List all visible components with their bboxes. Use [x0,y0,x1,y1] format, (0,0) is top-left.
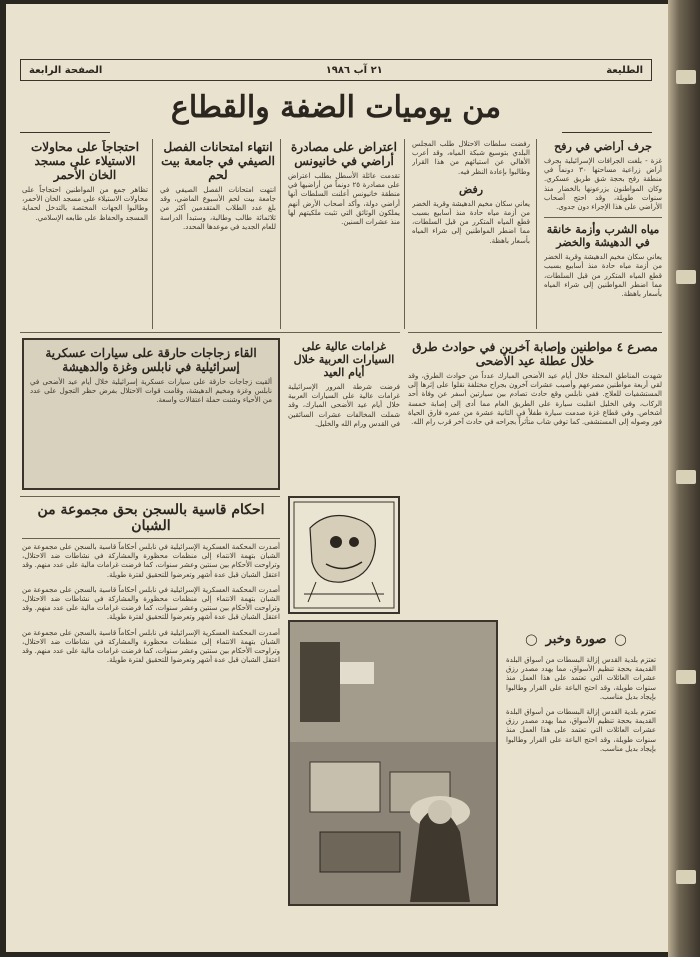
article-body: شهدت المناطق المحتلة خلال أيام عيد الأضحى المبارك عدداً من حوادث الطرق، وقد لقي أربعة مواطنين مصرعهم وأصيب عشرات آخرون بجراح مختلفة نقلوا على إثرها إلى المستشفيات للعلاج. ففي نابلس وقع حادث تصادم بين سيارتين أسفر عن وفاة أحد الركاب، وفي الخليل انقلبت سيارة على الطريق العام مما أدى إلى إصابة خمسة أشخاص. وفي قطاع غزة صدمت سيارة طفلاً في الثانية عشرة من عمره فارق الحياة فور وصوله إلى المستشفى. كما توفي شاب متأثراً بجراحه في حادث آخر قرب رام الله. [408,372,662,427]
article-car-fines [288,340,400,490]
article-col-1 [544,140,662,330]
headline: اعتراض على مصادرة أراضي في خانيونس [291,140,397,168]
headline: احكام قاسية بالسجن بحق مجموعة من الشبان [37,502,265,534]
article-body: تظاهر جمع من المواطنين احتجاجاً على محاولات الاستيلاء على مسجد الخان الأحمر، وطالبوا الجهات المختصة بالتدخل لحماية المسجد والحفاظ على طابعه الإسلامي. [22,186,148,222]
caption-title-text: صورة وخبر [545,631,607,647]
bullet-icon: ◯ [525,632,538,646]
article-col-3 [288,140,400,330]
article-body: أصدرت المحكمة العسكرية الإسرائيلية في نابلس أحكاماً قاسية بالسجن على مجموعة من الشبان بتهمة الانتماء إلى منظمات محظورة والمشاركة في نشاطات ضد الاحتلال، وتراوحت الأحكام بين سنتين وعشر سنوات، كما فرضت غرامات مالية على عدد منهم. وقد اعتقل الشبان قبل عدة أشهر وتعرضوا للتحقيق لفترة طويلة. [22,628,280,665]
bound-volume-spine [668,0,700,957]
headline: مصرع ٤ مواطنين وإصابة آخرين في حوادث طرق خلال عطلة عيد الأضحى [412,340,658,368]
article-body: يعاني سكان مخيم الدهيشة وقرية الخضر من أزمة مياه حادة منذ أسابيع بسبب قطع المياه المتكرر من قبل السلطات، مما اضطر المواطنين إلى شراء المياه بأسعار باهظة. [412,199,530,245]
article-harsh-sentences [22,502,280,942]
article-body: غزة - بلغت الجرافات الإسرائيلية بجرف أراض زراعية مساحتها ٣٠ دونماً في منطقة رفح بحجة شق طريق عسكري. وكان المواطنون يزرعونها بالخضار منذ سنوات طويلة، وقد احتج أصحاب الأراضي على هذا الإجراء دون جدوى. [544,157,662,212]
column-rule [152,139,153,329]
photo-caption-body [506,656,656,906]
article-body: أصدرت المحكمة العسكرية الإسرائيلية في نابلس أحكاماً قاسية بالسجن على مجموعة من الشبان بتهمة الانتماء إلى منظمات محظورة والمشاركة في نشاطات ضد الاحتلال، وتراوحت الأحكام بين سنتين وعشر سنوات، كما فرضت غرامات مالية على عدد منهم. وقد اعتقل الشبان قبل عدة أشهر وتعرضوا للتحقيق لفترة طويلة. [22,585,280,622]
article-body: يعاني سكان مخيم الدهيشة وقرية الخضر من أزمة مياه حادة منذ أسابيع بسبب قطع المياه المتكرر من قبل السلطات، مما اضطر المواطنين إلى شراء المياه بأسعار باهظة. [544,253,662,299]
column-rule [404,139,405,329]
column-rule [280,139,281,329]
news-photo [288,620,498,906]
headline: القاء زجاجات حارقة على سيارات عسكرية إسرائيلية في نابلس وغزة والدهيشة [45,346,257,374]
article-body: تقدمت عائلة الأسطل بطلب اعتراض على مصادرة ٢٥ دونماً من أراضيها في منطقة خانيونس أعلنت السلطات أنها أراضي دولة، وأكد أصحاب الأرض أنهم يملكون الوثائق التي تثبت ملكيتهم لها منذ عشرات السنين. [288,172,400,227]
article-traffic-deaths [408,340,662,610]
page-label: الصفحة الرابعة [29,64,103,76]
section-rule [408,332,662,333]
boxed-article-molotov [22,338,280,490]
article-body: تعتزم بلدية القدس إزالة البسطات من أسواق البلدة القديمة بحجة تنظيم الأسواق، مما يهدد مصدر رزق عشرات العائلات التي تعتمد على هذا العمل منذ سنوات طويلة، وقد احتج الباعة على القرار وطالبوا بإيجاد بديل مناسب. [506,656,656,701]
page-header-bar [20,59,652,81]
cartoon-illustration [288,496,400,614]
headline: جرف أراضي في رفح [554,140,652,153]
photo-caption-title [506,626,646,652]
article-col-2 [412,140,530,330]
masthead-rule-right [20,132,110,133]
section-masthead: من يوميات الضفة والقطاع [170,90,502,125]
newspaper-page [6,4,668,952]
newspaper-name: الطليعة [606,64,643,76]
column-rule [536,139,537,329]
article-col-5 [22,140,148,330]
headline: رفض [458,182,484,196]
article-body: ألقيت زجاجات حارقة على سيارات عسكرية إسرائيلية خلال أيام عيد الأضحى في نابلس وغزة ومخيم الدهيشة، وقامت قوات الاحتلال بفرض حظر التجول على عدد من الأحياء وشنت حملة اعتقالات واسعة. [30,378,272,405]
headline: مياه الشرب وأزمة خانقة في الدهيشة والخضر [546,223,660,250]
bullet-icon: ◯ [614,632,627,646]
headline: انتهاء امتحانات الفصل الصيفي في جامعة بيت لحم [161,140,275,182]
article-body: فرضت شرطة المرور الإسرائيلية غرامات عالية على السيارات العربية خلال أيام عيد الأضحى المبارك، وقد شملت المخالفات عشرات السائقين في القدس ورام الله والخليل. [288,383,400,428]
article-body: انتهت امتحانات الفصل الصيفي في جامعة بيت لحم الأسبوع الماضي، وقد بلغ عدد الطلاب المتقدمين أكثر من ثلاثمائة طالب وطالبة، وستبدأ الدراسة للعام الجديد في موعدها المحدد. [160,186,276,231]
article-col-4 [160,140,276,330]
article-body: تعتزم بلدية القدس إزالة البسطات من أسواق البلدة القديمة بحجة تنظيم الأسواق، مما يهدد مصدر رزق عشرات العائلات التي تعتمد على هذا العمل منذ سنوات طويلة، وقد احتج الباعة على القرار وطالبوا بإيجاد بديل مناسب. [506,708,656,753]
market-photo-image [290,622,496,904]
article-body: أصدرت المحكمة العسكرية الإسرائيلية في نابلس أحكاماً قاسية بالسجن على مجموعة من الشبان بتهمة الانتماء إلى منظمات محظورة والمشاركة في نشاطات ضد الاحتلال، وتراوحت الأحكام بين سنتين وعشر سنوات، كما فرضت غرامات مالية على عدد منهم. وقد اعتقل الشبان قبل عدة أشهر وتعرضوا للتحقيق لفترة طويلة. [22,543,280,579]
masthead-rule-left [562,132,652,133]
headline: احتجاجاً على محاولات الاستيلاء على مسجد الخان الأحمر [30,140,140,182]
section-rule [20,496,280,497]
article-body: رفضت سلطات الاحتلال طلب المجلس البلدي بتوسيع شبكة المياه، وقد أعرب الأهالي عن استيائهم من هذا القرار وطالبوا بإعادة النظر فيه. [412,140,530,176]
section-rule [20,332,400,333]
headline: غرامات عالية على السيارات العربية خلال أيام العيد [293,340,395,379]
cartoon-drawing [290,498,398,612]
issue-date: ٢١ آب ١٩٨٦ [325,64,383,76]
